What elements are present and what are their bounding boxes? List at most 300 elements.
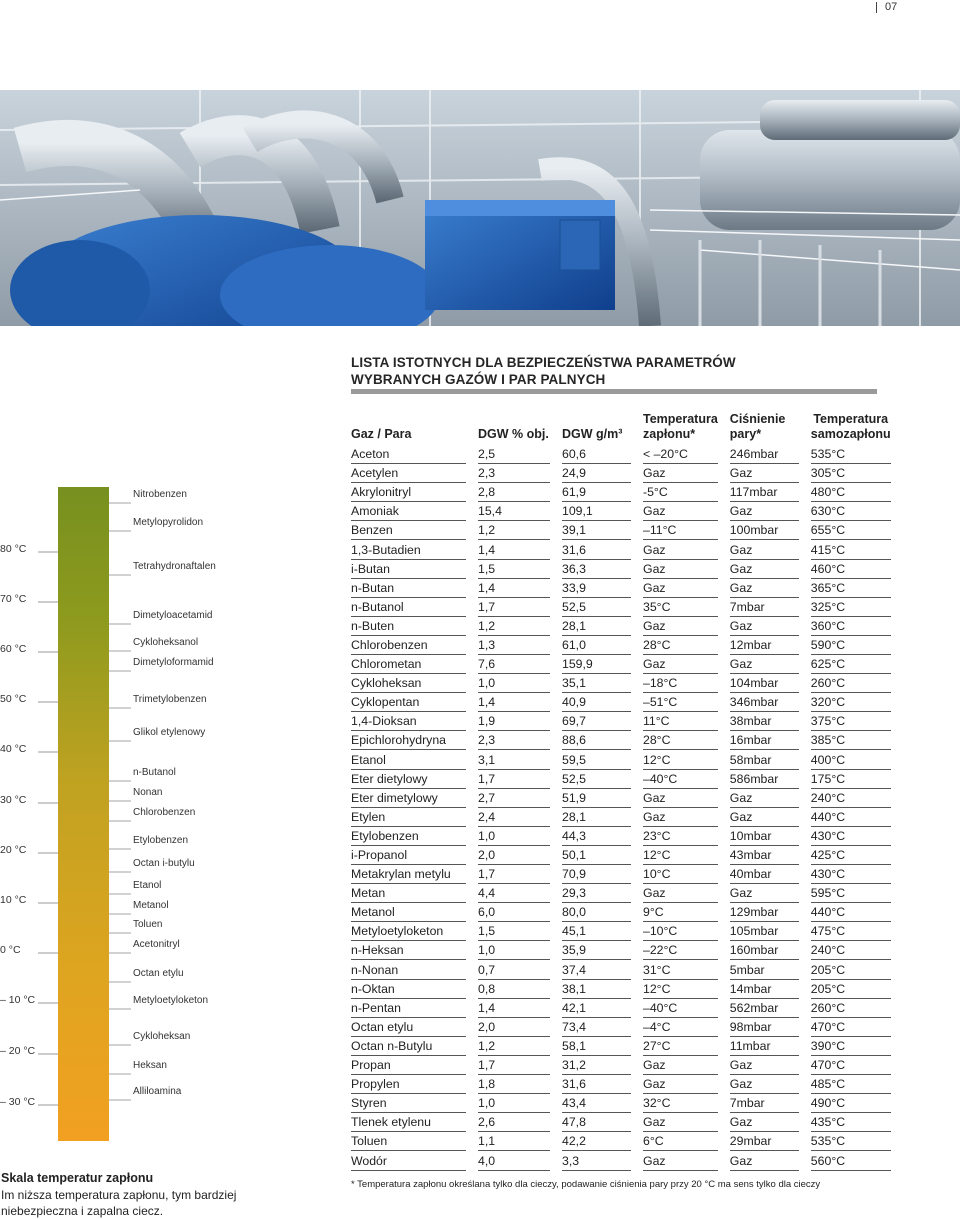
cell-vapor-pressure: 117mbar	[730, 483, 811, 502]
cell-dgw-percent: 2,4	[478, 808, 562, 827]
cell-gas: Metyloetyloketon	[351, 922, 478, 941]
cell-vapor-pressure: Gaz	[730, 655, 811, 674]
cell-gas: n-Butanol	[351, 598, 478, 617]
cell-gas: Etylobenzen	[351, 827, 478, 846]
cell-flash-point: 28°C	[643, 731, 730, 750]
cell-vapor-pressure: Gaz	[730, 1056, 811, 1075]
table-row	[351, 1056, 903, 1075]
cell-flash-point: –40°C	[643, 999, 730, 1018]
cell-autoignition: 240°C	[811, 941, 903, 960]
cell-vapor-pressure: Gaz	[730, 1113, 811, 1132]
table-row	[351, 770, 903, 789]
cell-dgw-percent: 1,0	[478, 941, 562, 960]
temperature-label: 50 °C	[0, 693, 27, 705]
table-row	[351, 827, 903, 846]
table-row	[351, 1037, 903, 1056]
cell-flash-point: –4°C	[643, 1018, 730, 1037]
cell-gas: Metan	[351, 884, 478, 903]
cell-vapor-pressure: 346mbar	[730, 693, 811, 712]
cell-dgw-gm3: 61,9	[562, 483, 643, 502]
substance-label: Nonan	[133, 787, 163, 798]
cell-dgw-gm3: 43,4	[562, 1094, 643, 1113]
substance-label: Tetrahydronaftalen	[133, 561, 216, 572]
cell-gas: Etylen	[351, 808, 478, 827]
temperature-label: – 20 °C	[0, 1045, 36, 1057]
cell-dgw-gm3: 44,3	[562, 827, 643, 846]
cell-gas: n-Butan	[351, 579, 478, 598]
table-row	[351, 712, 903, 731]
table-row	[351, 731, 903, 750]
cell-gas: Eter dietylowy	[351, 770, 478, 789]
cell-flash-point: 10°C	[643, 865, 730, 884]
cell-gas: Metanol	[351, 903, 478, 922]
cell-flash-point: Gaz	[643, 1056, 730, 1075]
cell-gas: i-Propanol	[351, 846, 478, 865]
cell-flash-point: 35°C	[643, 598, 730, 617]
substance-label: Toluen	[133, 919, 163, 930]
table-row	[351, 846, 903, 865]
cell-vapor-pressure: Gaz	[730, 617, 811, 636]
cell-autoignition: 470°C	[811, 1018, 903, 1037]
table-row	[351, 789, 903, 808]
substance-label: Alliloamina	[133, 1086, 182, 1097]
header-gas: Gaz / Para	[351, 427, 412, 441]
page-number: 07	[885, 1, 898, 13]
cell-vapor-pressure: 98mbar	[730, 1018, 811, 1037]
cell-vapor-pressure: Gaz	[730, 884, 811, 903]
substance-label: Metyloetyloketon	[133, 995, 209, 1006]
cell-vapor-pressure: 10mbar	[730, 827, 811, 846]
cell-vapor-pressure: 11mbar	[730, 1037, 811, 1056]
table-row	[351, 1113, 903, 1132]
cell-gas: Metakrylan metylu	[351, 865, 478, 884]
cell-dgw-gm3: 88,6	[562, 731, 643, 750]
cell-gas: Propan	[351, 1056, 478, 1075]
cell-dgw-percent: 1,5	[478, 560, 562, 579]
cell-autoignition: 590°C	[811, 636, 903, 655]
cell-dgw-gm3: 31,6	[562, 540, 643, 559]
cell-dgw-percent: 1,3	[478, 636, 562, 655]
cell-dgw-percent: 1,4	[478, 579, 562, 598]
table-row	[351, 464, 903, 483]
cell-flash-point: Gaz	[643, 1113, 730, 1132]
cell-flash-point: 28°C	[643, 636, 730, 655]
cell-gas: Toluen	[351, 1132, 478, 1151]
cell-vapor-pressure: 29mbar	[730, 1132, 811, 1151]
cell-flash-point: 23°C	[643, 827, 730, 846]
table-row	[351, 1132, 903, 1151]
substance-label: Dimetyloacetamid	[133, 610, 213, 621]
table-row	[351, 980, 903, 999]
cell-dgw-percent: 1,0	[478, 827, 562, 846]
header-autoignition: Temperatura samozapłonu	[810, 412, 891, 441]
header-dgw-percent: DGW % obj.	[478, 427, 549, 441]
cell-gas: Acetylen	[351, 464, 478, 483]
cell-flash-point: Gaz	[643, 540, 730, 559]
cell-dgw-gm3: 51,9	[562, 789, 643, 808]
table-row	[351, 502, 903, 521]
table-row	[351, 751, 903, 770]
cell-gas: Chlorobenzen	[351, 636, 478, 655]
cell-autoignition: 560°C	[811, 1151, 903, 1170]
cell-gas: Amoniak	[351, 502, 478, 521]
cell-dgw-percent: 4,4	[478, 884, 562, 903]
cell-autoignition: 485°C	[811, 1075, 903, 1094]
cell-vapor-pressure: 100mbar	[730, 521, 811, 540]
cell-dgw-gm3: 159,9	[562, 655, 643, 674]
scale-caption	[1, 1170, 301, 1219]
cell-dgw-percent: 1,4	[478, 999, 562, 1018]
cell-autoignition: 430°C	[811, 865, 903, 884]
cell-vapor-pressure: 562mbar	[730, 999, 811, 1018]
scale-caption-line-1: Im niższa temperatura zapłonu, tym bardziej	[1, 1188, 237, 1202]
table-row	[351, 865, 903, 884]
cell-gas: Akrylonitryl	[351, 483, 478, 502]
table-row	[351, 445, 903, 464]
cell-autoignition: 400°C	[811, 751, 903, 770]
substance-label: Nitrobenzen	[133, 489, 187, 500]
cell-autoignition: 205°C	[811, 980, 903, 999]
cell-gas: 1,4-Dioksan	[351, 712, 478, 731]
cell-dgw-percent: 2,3	[478, 464, 562, 483]
cell-dgw-gm3: 50,1	[562, 846, 643, 865]
substance-label: Etanol	[133, 880, 162, 891]
cell-dgw-gm3: 42,1	[562, 999, 643, 1018]
substance-label: Octan i-butylu	[133, 858, 195, 869]
cell-dgw-gm3: 42,2	[562, 1132, 643, 1151]
cell-dgw-gm3: 36,3	[562, 560, 643, 579]
cell-dgw-gm3: 35,1	[562, 674, 643, 693]
cell-autoignition: 440°C	[811, 808, 903, 827]
table-row	[351, 560, 903, 579]
cell-flash-point: 9°C	[643, 903, 730, 922]
table-row	[351, 598, 903, 617]
cell-vapor-pressure: Gaz	[730, 789, 811, 808]
cell-dgw-percent: 3,1	[478, 751, 562, 770]
cell-dgw-gm3: 31,6	[562, 1075, 643, 1094]
cell-dgw-percent: 1,7	[478, 865, 562, 884]
cell-autoignition: 595°C	[811, 884, 903, 903]
cell-dgw-percent: 1,2	[478, 521, 562, 540]
cell-dgw-gm3: 33,9	[562, 579, 643, 598]
cell-vapor-pressure: 38mbar	[730, 712, 811, 731]
table-row	[351, 903, 903, 922]
substance-label: Chlorobenzen	[133, 807, 196, 818]
cell-flash-point: Gaz	[643, 617, 730, 636]
substance-label: Octan etylu	[133, 968, 184, 979]
cell-vapor-pressure: Gaz	[730, 1151, 811, 1170]
cell-vapor-pressure: 160mbar	[730, 941, 811, 960]
cell-dgw-gm3: 31,2	[562, 1056, 643, 1075]
cell-flash-point: 32°C	[643, 1094, 730, 1113]
cell-vapor-pressure: Gaz	[730, 1075, 811, 1094]
cell-flash-point: -5°C	[643, 483, 730, 502]
cell-vapor-pressure: Gaz	[730, 579, 811, 598]
table-row	[351, 941, 903, 960]
cell-vapor-pressure: 14mbar	[730, 980, 811, 999]
cell-dgw-percent: 2,3	[478, 731, 562, 750]
substance-label: Metylopyrolidon	[133, 517, 204, 528]
cell-dgw-percent: 6,0	[478, 903, 562, 922]
scale-caption-title: Skala temperatur zapłonu	[1, 1171, 154, 1185]
document-title-line-1: LISTA ISTOTNYCH DLA BEZPIECZEŃSTWA PARAMETRÓW	[351, 355, 736, 370]
temperature-label: 60 °C	[0, 643, 27, 655]
cell-dgw-percent: 2,0	[478, 1018, 562, 1037]
cell-gas: Cyklopentan	[351, 693, 478, 712]
cell-gas: Tlenek etylenu	[351, 1113, 478, 1132]
cell-dgw-gm3: 69,7	[562, 712, 643, 731]
table-row	[351, 579, 903, 598]
cell-dgw-gm3: 47,8	[562, 1113, 643, 1132]
cell-flash-point: –22°C	[643, 941, 730, 960]
header-dgw-gm3: DGW g/m³	[562, 427, 623, 441]
cell-dgw-gm3: 35,9	[562, 941, 643, 960]
cell-autoignition: 260°C	[811, 674, 903, 693]
cell-dgw-gm3: 52,5	[562, 598, 643, 617]
cell-autoignition: 425°C	[811, 846, 903, 865]
industrial-plant-photo	[0, 90, 960, 326]
cell-flash-point: 12°C	[643, 751, 730, 770]
substance-label: Cykloheksan	[133, 1031, 191, 1042]
cell-gas: n-Oktan	[351, 980, 478, 999]
substance-label: Glikol etylenowy	[133, 727, 206, 738]
cell-vapor-pressure: 40mbar	[730, 865, 811, 884]
cell-autoignition: 175°C	[811, 770, 903, 789]
temperature-label: 0 °C	[0, 944, 21, 956]
table-row	[351, 1018, 903, 1037]
scale-caption-line-2: niebezpieczna i zapalna ciecz.	[1, 1204, 164, 1218]
cell-dgw-percent: 1,2	[478, 1037, 562, 1056]
cell-autoignition: 430°C	[811, 827, 903, 846]
cell-flash-point: Gaz	[643, 789, 730, 808]
cell-flash-point: –40°C	[643, 770, 730, 789]
document-title-line-2: WYBRANYCH GAZÓW I PAR PALNYCH	[351, 372, 606, 387]
cell-vapor-pressure: 58mbar	[730, 751, 811, 770]
cell-autoignition: 305°C	[811, 464, 903, 483]
table-footnote: * Temperatura zapłonu określana tylko dla cieczy, podawanie ciśnienia pary przy 20 °C ma sens tylko dla cieczy	[351, 1179, 821, 1190]
cell-vapor-pressure: 16mbar	[730, 731, 811, 750]
cell-gas: 1,3-Butadien	[351, 540, 478, 559]
cell-dgw-gm3: 39,1	[562, 521, 643, 540]
cell-dgw-gm3: 38,1	[562, 980, 643, 999]
cell-dgw-gm3: 73,4	[562, 1018, 643, 1037]
cell-autoignition: 460°C	[811, 560, 903, 579]
cell-flash-point: Gaz	[643, 884, 730, 903]
cell-flash-point: –11°C	[643, 521, 730, 540]
cell-flash-point: 31°C	[643, 961, 730, 980]
substance-label: Acetonitryl	[133, 939, 180, 950]
table-row	[351, 808, 903, 827]
table-row	[351, 922, 903, 941]
cell-vapor-pressure: Gaz	[730, 540, 811, 559]
cell-dgw-percent: 1,0	[478, 1094, 562, 1113]
cell-gas: n-Pentan	[351, 999, 478, 1018]
table-row	[351, 693, 903, 712]
cell-flash-point: 6°C	[643, 1132, 730, 1151]
cell-autoignition: 415°C	[811, 540, 903, 559]
cell-dgw-gm3: 80,0	[562, 903, 643, 922]
cell-flash-point: –10°C	[643, 922, 730, 941]
substance-label: Metanol	[133, 900, 169, 911]
cell-autoignition: 360°C	[811, 617, 903, 636]
cell-vapor-pressure: 7mbar	[730, 1094, 811, 1113]
cell-dgw-gm3: 37,4	[562, 961, 643, 980]
cell-gas: Benzen	[351, 521, 478, 540]
table-row	[351, 884, 903, 903]
cell-autoignition: 535°C	[811, 445, 903, 464]
cell-dgw-gm3: 28,1	[562, 617, 643, 636]
scale-caption-text	[1, 1187, 301, 1219]
cell-gas: i-Butan	[351, 560, 478, 579]
document-title	[351, 354, 911, 388]
cell-dgw-percent: 15,4	[478, 502, 562, 521]
cell-autoignition: 625°C	[811, 655, 903, 674]
cell-autoignition: 480°C	[811, 483, 903, 502]
cell-autoignition: 435°C	[811, 1113, 903, 1132]
cell-vapor-pressure: 246mbar	[730, 445, 811, 464]
cell-dgw-gm3: 52,5	[562, 770, 643, 789]
table-row	[351, 655, 903, 674]
cell-vapor-pressure: 105mbar	[730, 922, 811, 941]
cell-autoignition: 205°C	[811, 961, 903, 980]
cell-vapor-pressure: Gaz	[730, 808, 811, 827]
cell-dgw-percent: 2,0	[478, 846, 562, 865]
table-row	[351, 617, 903, 636]
temperature-label: 70 °C	[0, 593, 27, 605]
cell-flash-point: Gaz	[643, 464, 730, 483]
cell-gas: Etanol	[351, 751, 478, 770]
cell-dgw-gm3: 60,6	[562, 445, 643, 464]
cell-flash-point: 12°C	[643, 846, 730, 865]
cell-gas: Eter dimetylowy	[351, 789, 478, 808]
page-number-divider	[876, 2, 877, 13]
cell-dgw-percent: 1,2	[478, 617, 562, 636]
cell-vapor-pressure: 7mbar	[730, 598, 811, 617]
table-header-row	[351, 412, 903, 445]
cell-dgw-percent: 0,8	[478, 980, 562, 999]
cell-autoignition: 385°C	[811, 731, 903, 750]
cell-vapor-pressure: 586mbar	[730, 770, 811, 789]
cell-dgw-percent: 1,4	[478, 540, 562, 559]
substance-label: n-Butanol	[133, 767, 176, 778]
cell-gas: Epichlorohydryna	[351, 731, 478, 750]
cell-flash-point: 11°C	[643, 712, 730, 731]
cell-dgw-percent: 1,7	[478, 598, 562, 617]
cell-flash-point: Gaz	[643, 808, 730, 827]
table-row	[351, 636, 903, 655]
gas-parameters-table	[351, 412, 903, 1171]
cell-autoignition: 240°C	[811, 789, 903, 808]
cell-dgw-gm3: 58,1	[562, 1037, 643, 1056]
cell-flash-point: Gaz	[643, 1151, 730, 1170]
cell-flash-point: 12°C	[643, 980, 730, 999]
cell-autoignition: 440°C	[811, 903, 903, 922]
cell-vapor-pressure: Gaz	[730, 560, 811, 579]
cell-vapor-pressure: 12mbar	[730, 636, 811, 655]
substance-label: Cykloheksanol	[133, 637, 199, 648]
temperature-label: 20 °C	[0, 844, 27, 856]
substance-label: Heksan	[133, 1060, 167, 1071]
cell-autoignition: 390°C	[811, 1037, 903, 1056]
cell-autoignition: 320°C	[811, 693, 903, 712]
cell-gas: Styren	[351, 1094, 478, 1113]
cell-gas: Chlorometan	[351, 655, 478, 674]
cell-flash-point: –18°C	[643, 674, 730, 693]
cell-flash-point: Gaz	[643, 560, 730, 579]
temperature-label: 40 °C	[0, 743, 27, 755]
cell-gas: Octan etylu	[351, 1018, 478, 1037]
header-flash-point: Temperatura zapłonu*	[643, 412, 718, 441]
cell-autoignition: 260°C	[811, 999, 903, 1018]
cell-dgw-percent: 1,8	[478, 1075, 562, 1094]
cell-gas: Aceton	[351, 445, 478, 464]
cell-dgw-gm3: 59,5	[562, 751, 643, 770]
table-row	[351, 540, 903, 559]
cell-flash-point: Gaz	[643, 1075, 730, 1094]
substance-label: Trimetylobenzen	[133, 694, 207, 705]
cell-dgw-percent: 4,0	[478, 1151, 562, 1170]
cell-dgw-percent: 7,6	[478, 655, 562, 674]
cell-dgw-gm3: 29,3	[562, 884, 643, 903]
cell-autoignition: 365°C	[811, 579, 903, 598]
cell-gas: Propylen	[351, 1075, 478, 1094]
cell-dgw-gm3: 28,1	[562, 808, 643, 827]
cell-vapor-pressure: 129mbar	[730, 903, 811, 922]
cell-dgw-percent: 1,7	[478, 770, 562, 789]
cell-autoignition: 490°C	[811, 1094, 903, 1113]
cell-dgw-percent: 1,9	[478, 712, 562, 731]
table-row	[351, 1151, 903, 1170]
cell-gas: n-Heksan	[351, 941, 478, 960]
cell-dgw-percent: 0,7	[478, 961, 562, 980]
cell-dgw-gm3: 61,0	[562, 636, 643, 655]
cell-vapor-pressure: Gaz	[730, 464, 811, 483]
cell-flash-point: < –20°C	[643, 445, 730, 464]
temperature-label: 80 °C	[0, 543, 27, 555]
cell-gas: n-Buten	[351, 617, 478, 636]
cell-dgw-percent: 1,5	[478, 922, 562, 941]
title-rule	[351, 389, 877, 394]
cell-flash-point: 27°C	[643, 1037, 730, 1056]
page-number-area	[840, 0, 960, 16]
cell-dgw-gm3: 109,1	[562, 502, 643, 521]
cell-dgw-gm3: 3,3	[562, 1151, 643, 1170]
cell-flash-point: Gaz	[643, 655, 730, 674]
cell-dgw-gm3: 24,9	[562, 464, 643, 483]
table-row	[351, 1075, 903, 1094]
cell-autoignition: 375°C	[811, 712, 903, 731]
cell-autoignition: 470°C	[811, 1056, 903, 1075]
table-row	[351, 999, 903, 1018]
cell-gas: n-Nonan	[351, 961, 478, 980]
cell-dgw-percent: 2,5	[478, 445, 562, 464]
table-row	[351, 1094, 903, 1113]
cell-gas: Octan n-Butylu	[351, 1037, 478, 1056]
header-vapor-pressure: Ciśnienie pary*	[729, 412, 786, 441]
cell-flash-point: –51°C	[643, 693, 730, 712]
cell-dgw-percent: 1,7	[478, 1056, 562, 1075]
cell-autoignition: 535°C	[811, 1132, 903, 1151]
table-row	[351, 961, 903, 980]
cell-flash-point: Gaz	[643, 502, 730, 521]
cell-autoignition: 655°C	[811, 521, 903, 540]
cell-autoignition: 630°C	[811, 502, 903, 521]
cell-gas: Wodór	[351, 1151, 478, 1170]
cell-dgw-percent: 2,7	[478, 789, 562, 808]
cell-vapor-pressure: 5mbar	[730, 961, 811, 980]
cell-dgw-percent: 1,0	[478, 674, 562, 693]
cell-vapor-pressure: 104mbar	[730, 674, 811, 693]
